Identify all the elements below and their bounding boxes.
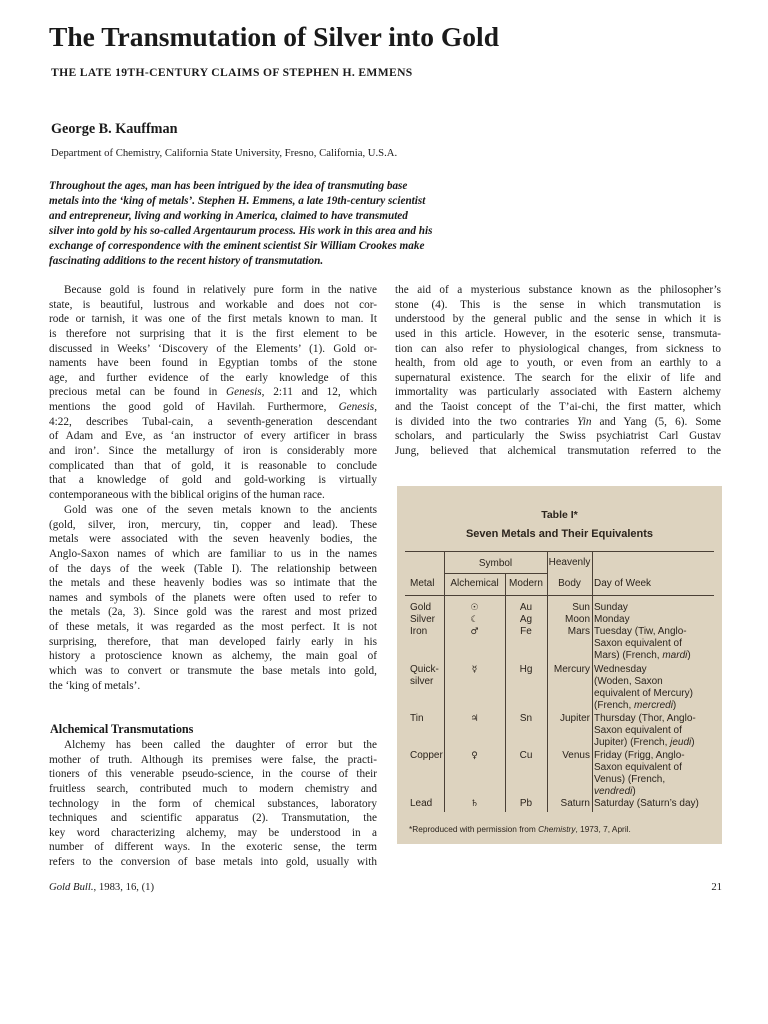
table-cell-day: equivalent of Mercury): [594, 688, 693, 699]
table-cell-day: Tuesday (Tiw, Anglo-: [594, 626, 687, 637]
text-line: the metals and these heavenly bodies was so intimate that the: [49, 577, 377, 590]
author-affiliation: Department of Chemistry, California State University, Fresno, California, U.S.A.: [51, 147, 398, 159]
table-cell-modern: Fe: [520, 626, 532, 637]
table-rule-symbol: [444, 573, 547, 574]
text-line: technology in the form of chemical substances, laboratory: [49, 797, 377, 810]
text-line: of these metals, it was regarded as the most perfect. It is not: [49, 621, 377, 633]
table-rule-head: [405, 595, 714, 596]
table-footnote: *Reproduced with permission from Chemistry, 1973, 7, April.: [409, 824, 631, 834]
table-cell-day: (French, mercredi): [594, 700, 677, 711]
text-line: and the Taoist concept of the T’ai-chi, the first matter, which: [395, 401, 721, 413]
table-cell-day: Jupiter) (French, jeudi): [594, 737, 695, 748]
text-line: is divided into the two contraries Yin and Yang (5, 6). Some: [395, 415, 721, 428]
table-cell-metal: Tin: [410, 713, 424, 724]
text-line: Because gold is found in relatively pure form in the native: [64, 284, 377, 296]
text-line: stone (4). This is the sense in which transmutation is: [395, 298, 721, 311]
table-cell-day: (Woden, Saxon: [594, 676, 663, 687]
table-caption: Seven Metals and Their Equivalents: [465, 528, 654, 540]
right-column-text: [395, 283, 721, 459]
text-line: tioners of this venerable pseudo-science, in the course of their: [49, 768, 377, 781]
text-line: of Adam and Eve, as ‘an instructor of every artificer in brass: [49, 430, 377, 443]
text-line: mother of truth. Although its premises were false, the practi-: [49, 753, 377, 766]
text-line: naments have been found in Egyptian tombs of the stone: [49, 357, 377, 370]
table-cell-day: Saxon equivalent of: [594, 725, 682, 736]
text-line: and iron’. Since the metallurgy of iron is considerably more: [49, 444, 377, 457]
text-line: age, and further evidence of the early knowledge of this: [49, 371, 377, 384]
saturn-symbol-icon: ♄: [470, 799, 479, 809]
table-cell-day: Thursday (Thor, Anglo-: [594, 713, 696, 724]
table-header-day: Day of Week: [594, 578, 652, 589]
table-cell-modern: Hg: [519, 664, 533, 675]
abstract-line: silver into gold by his so-called Argentaurum process. His work in this area and his: [49, 225, 433, 238]
table-cell-metal: Silver: [410, 614, 436, 625]
article-subtitle: THE LATE 19TH-CENTURY CLAIMS OF STEPHEN H. EMMENS: [51, 66, 413, 79]
text-line: Gold was one of the seven metals known to the ancients: [64, 504, 377, 516]
text-line: key word characterizing alchemy, may be understood in a: [49, 826, 377, 839]
body-paragraph-2: [49, 503, 377, 693]
table-header-body: Body: [558, 578, 581, 589]
table-cell-metal: Gold: [410, 602, 432, 613]
text-line: rode or tarnish, it was one of the first metals known to man. It: [49, 313, 377, 326]
table-cell-modern: Pb: [519, 798, 533, 809]
abstract: [49, 179, 489, 270]
text-line: the metals (2a, 3). Since gold was the rarest and most prized: [49, 606, 377, 619]
table-cell-metal: Copper: [410, 750, 443, 761]
table-header-heavenly: Heavenly: [548, 557, 591, 568]
table-header-modern: Modern: [509, 578, 543, 589]
table-cell-body: Mercury: [553, 664, 590, 675]
footer-citation: Gold Bull., 1983, 16, (1): [49, 881, 155, 893]
text-line: state, is beautiful, lustrous and workable and does not cor-: [49, 298, 377, 311]
page-number: 21: [711, 881, 722, 893]
text-line: (gold, silver, iron, mercury, tin, copper and lead). These: [49, 518, 377, 531]
table-cell-modern: Au: [519, 602, 533, 613]
text-line: scholars, and particularly the Swiss psychiatrist Carl Gustav: [395, 430, 721, 443]
table-cell-day: Venus) (French,: [594, 774, 666, 785]
text-line: 4:22, describes Tubal-cain, a seventh-generation descendant: [49, 415, 377, 428]
text-line: that a knowledge of gold and gold-working is virtually: [49, 474, 377, 487]
mercury-symbol-icon: ☿: [471, 665, 478, 675]
text-line: complicated than that of gold, it is reasonable to conclude: [49, 459, 377, 472]
text-line: refers to the conversion of base metals into gold, usually with: [49, 856, 377, 868]
table-cell-day: Saturday (Saturn’s day): [594, 798, 699, 809]
text-line: discussed in Weeks’ ‘Discovery of the Elements’ (1). Gold or-: [49, 342, 377, 355]
abstract-line: metals into the ‘king of metals’. Stephen H. Emmens, a late 19th-century scientist: [49, 195, 426, 208]
text-line: health, from old age to youth, or even from an earthly to a: [395, 357, 721, 370]
text-line: of the days of the week (Table I). The relationship between: [49, 562, 377, 575]
mars-symbol-icon: ♂: [470, 627, 479, 637]
text-line: the ‘king of metals’.: [49, 679, 141, 692]
text-line: used in this article. However, in the esoteric sense, transmuta-: [395, 327, 721, 340]
table-cell-metal: Lead: [410, 798, 433, 809]
text-line: tion can also refer to physiological changes, from sickness to: [395, 342, 721, 355]
text-line: techniques and scientific apparatus (2). Transmutation, the: [49, 812, 377, 825]
text-line: number of different ways. In the exoteric sense, the term: [49, 841, 377, 854]
text-line: Anglo-Saxon names of which are familiar to us in the names: [49, 547, 377, 560]
text-line: surprising, therefore, that man developed fairly early in his: [49, 635, 377, 648]
table-cell-day: Mars) (French, mardi): [594, 650, 691, 661]
table-label: Table I*: [541, 509, 578, 521]
table-header-alchemical: Alchemical: [450, 578, 499, 589]
venus-symbol-icon: ♀: [471, 751, 478, 761]
article-title: The Transmutation of Silver into Gold: [49, 21, 499, 52]
table-cell-day: Monday: [594, 614, 630, 625]
text-line: Alchemy has been called the daughter of error but the: [64, 739, 377, 751]
text-line: precious metal can be found in Genesis, 2:11 and 12, which: [49, 386, 377, 399]
abstract-line: Throughout the ages, man has been intrigued by the idea of transmuting base: [49, 180, 408, 192]
jupiter-symbol-icon: ♃: [470, 714, 479, 724]
text-line: supernatural existence. The search for the elixir of life and: [395, 371, 721, 384]
text-line: contemporaneous with the biblical origins of the human race.: [49, 488, 325, 501]
table-cell-metal: Quick-: [410, 664, 439, 675]
text-line: is therefore not surprising that it is the first element to be: [49, 327, 377, 340]
text-line: which was to convert or transmute the base metals into gold,: [49, 664, 377, 677]
text-line: mentions the good gold of Havilah. Furthermore, Genesis,: [49, 401, 377, 413]
table-cell-modern: Cu: [519, 750, 533, 761]
abstract-line: and entrepreneur, living and working in America, claimed to have transmuted: [49, 210, 408, 223]
table-cell-day: Saxon equivalent of: [594, 762, 682, 773]
moon-symbol-icon: ☾: [470, 615, 479, 625]
table-cell-metal: silver: [410, 676, 434, 687]
table-cell-day: Wednesday: [594, 664, 647, 675]
body-paragraph-3: [49, 738, 377, 870]
section-heading: Alchemical Transmutations: [50, 722, 194, 736]
text-line: understood by the general public and the sense in which it is: [395, 313, 721, 326]
table-cell-body: Saturn: [560, 798, 590, 809]
table-cell-body: Mars: [567, 626, 590, 637]
abstract-line: fascinating additions to the recent history of transmutation.: [49, 255, 324, 268]
text-line: the aid of a mysterious substance known as the philosopher’s: [395, 284, 721, 296]
text-line: fruitless search, contributed much to modern chemistry and: [49, 782, 377, 795]
sun-symbol-icon: ☉: [470, 603, 479, 613]
author-name: George B. Kauffman: [51, 121, 178, 137]
table-col-divider: [592, 551, 593, 812]
text-line: immortality was particularly associated with Eastern alchemy: [395, 386, 721, 399]
body-paragraph-1: [49, 283, 377, 502]
table-cell-body: Venus: [562, 750, 590, 761]
text-line: Jung, believed that alchemical transmutation referred to the: [395, 444, 721, 457]
table-header-symbol: Symbol: [478, 558, 513, 569]
table-cell-day: Saxon equivalent of: [594, 638, 682, 649]
table-cell-day: vendredi): [594, 786, 636, 797]
table-cell-body: Sun: [572, 602, 590, 613]
table-header-metal: Metal: [410, 578, 435, 589]
text-line: history a protoscience known as alchemy, the main goal of: [49, 650, 377, 663]
text-line: metals were associated with the seven heavenly bodies, the: [49, 533, 377, 546]
text-line: names and symbols of the planets were often used to refer to: [49, 591, 377, 604]
table-cell-body: Jupiter: [559, 713, 590, 724]
table-cell-day: Friday (Frigg, Anglo-: [594, 750, 685, 761]
table-cell-metal: Iron: [410, 626, 428, 637]
table-cell-body: Moon: [564, 614, 590, 625]
metals-table: [397, 486, 722, 844]
table-cell-modern: Sn: [519, 713, 533, 724]
abstract-line: exchange of correspondence with the eminent scientist Sir William Crookes make: [49, 240, 425, 253]
table-rule-top: [405, 551, 714, 552]
table-cell-modern: Ag: [519, 614, 533, 625]
table-cell-day: Sunday: [594, 602, 628, 613]
